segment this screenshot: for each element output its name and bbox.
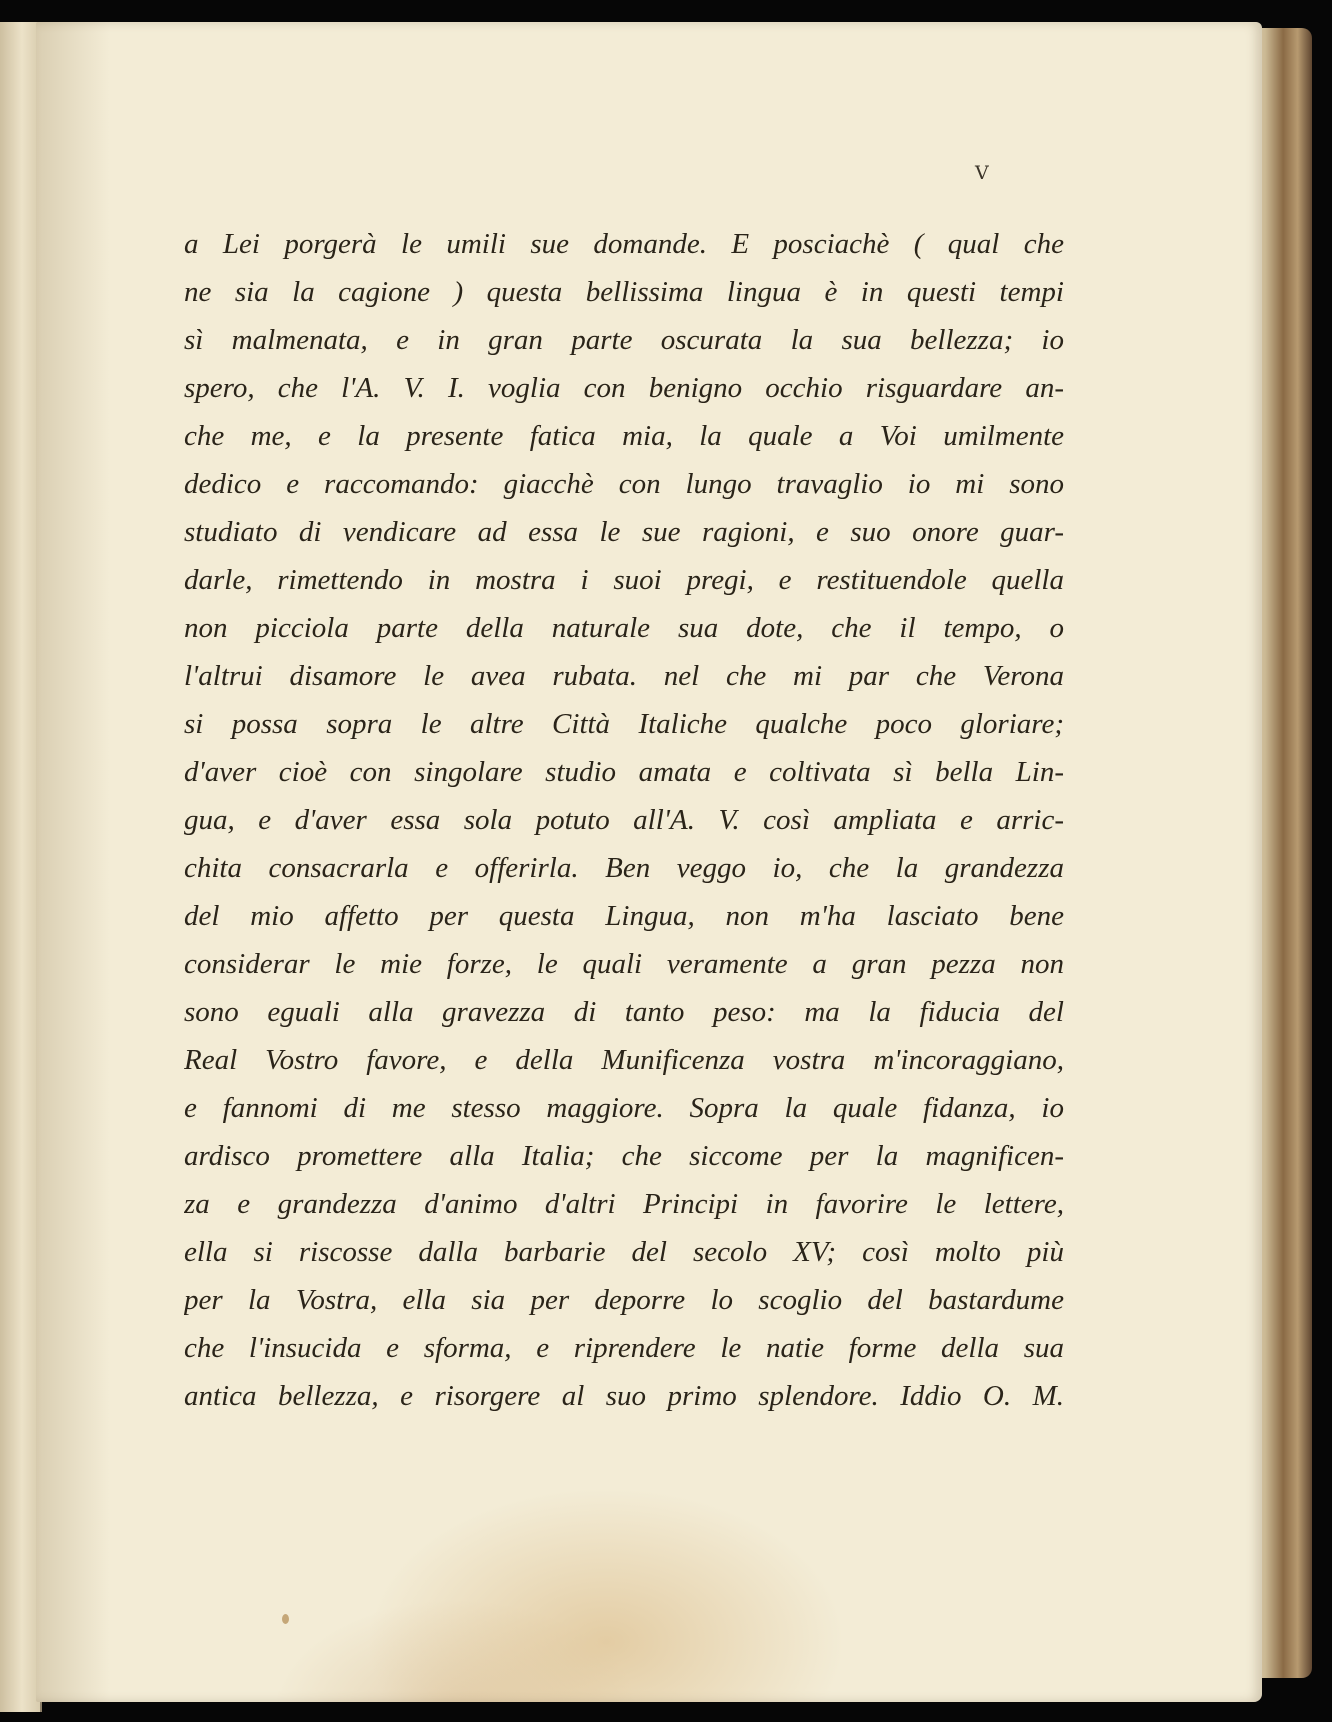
text-line: che me, e la presente fatica mia, la quale a Voi umilmente [184, 420, 1064, 452]
text-line: a Lei porgerà le umili sue domande. E posciachè ( qual che [184, 228, 1064, 260]
page-number: V [975, 162, 990, 184]
text-line: ardisco promettere alla Italia; che siccome per la magnificen- [184, 1140, 1064, 1172]
text-line: ella si riscosse dalla barbarie del secolo XV; così molto più [184, 1236, 1064, 1268]
text-line: dedico e raccomando: giacchè con lungo travaglio io mi sono [184, 468, 1064, 500]
body-text [184, 220, 1064, 1420]
text-line: gua, e d'aver essa sola potuto all'A. V. così ampliata e arric- [184, 804, 1064, 836]
text-line: d'aver cioè con singolare studio amata e coltivata sì bella Lin- [184, 756, 1064, 788]
text-line: per la Vostra, ella sia per deporre lo scoglio del bastardume [184, 1284, 1064, 1316]
text-line: ne sia la cagione ) questa bellissima lingua è in questi tempi [184, 276, 1064, 308]
text-line: darle, rimettendo in mostra i suoi pregi, e restituendole quella [184, 564, 1064, 596]
foxing-spot [282, 1614, 289, 1624]
book-page [36, 22, 1262, 1702]
text-line: sono eguali alla gravezza di tanto peso: ma la fiducia del [184, 996, 1064, 1028]
text-line: antica bellezza, e risorgere al suo primo splendore. Iddio O. M. [184, 1380, 1064, 1412]
text-line: l'altrui disamore le avea rubata. nel che mi par che Verona [184, 660, 1064, 692]
text-line: che l'insucida e sforma, e riprendere le natie forme della sua [184, 1332, 1064, 1364]
text-line: Real Vostro favore, e della Munificenza vostra m'incoraggiano, [184, 1044, 1064, 1076]
text-line: studiato di vendicare ad essa le sue ragioni, e suo onore guar- [184, 516, 1064, 548]
text-line: sì malmenata, e in gran parte oscurata la sua bellezza; io [184, 324, 1064, 356]
text-line: si possa sopra le altre Città Italiche qualche poco gloriare; [184, 708, 1064, 740]
text-line: considerar le mie forze, le quali veramente a gran pezza non [184, 948, 1064, 980]
text-line: chita consacrarla e offerirla. Ben veggo io, che la grandezza [184, 852, 1064, 884]
text-line: e fannomi di me stesso maggiore. Sopra la quale fidanza, io [184, 1092, 1064, 1124]
text-line: za e grandezza d'animo d'altri Principi in favorire le lettere, [184, 1188, 1064, 1220]
text-line: spero, che l'A. V. I. voglia con benigno occhio risguardare an- [184, 372, 1064, 404]
text-line: del mio affetto per questa Lingua, non m'ha lasciato bene [184, 900, 1064, 932]
text-line: non picciola parte della naturale sua dote, che il tempo, o [184, 612, 1064, 644]
